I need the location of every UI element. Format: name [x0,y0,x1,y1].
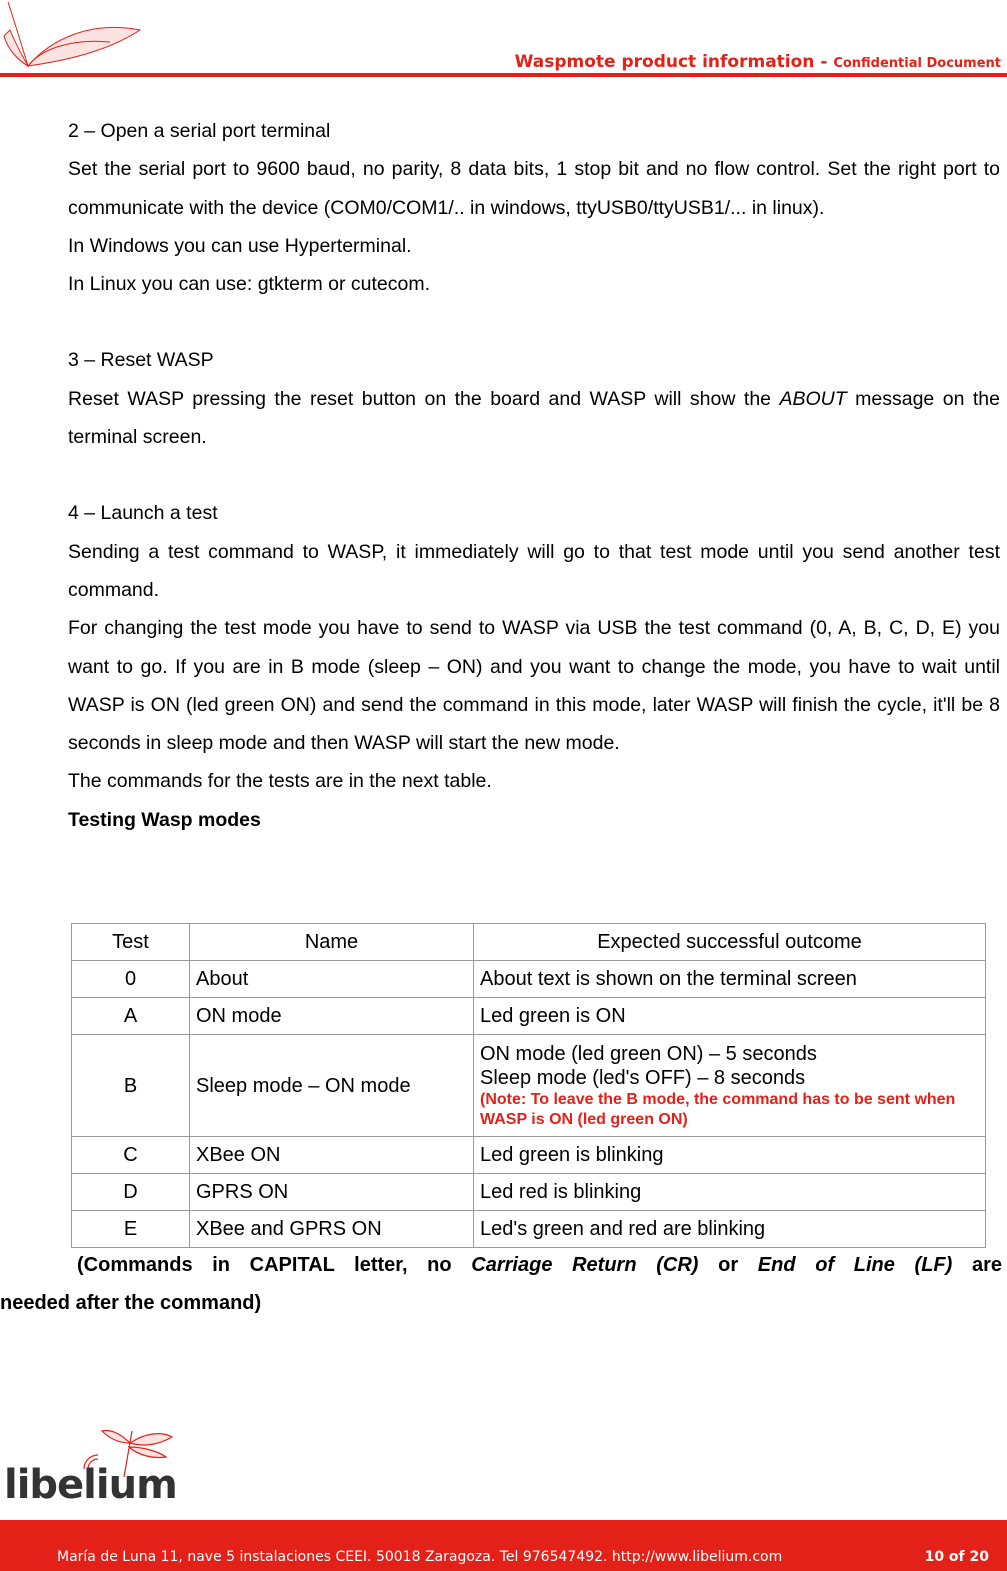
table-row [72,1137,986,1174]
libelium-logo: libelium [4,1462,177,1508]
table-heading: Testing Wasp modes [68,808,261,831]
step2-title: 2 – Open a serial port terminal [68,120,331,142]
test-code: B [72,1035,190,1137]
step4-paragraph-1: Sending a test command to WASP, it immediately will go to that test mode until you send another test command. [68,540,1000,601]
header-divider [0,73,1007,77]
expected-outcome: Led green is ON [474,998,986,1035]
step4-paragraph-2: For changing the test mode you have to send to WASP via USB the test command (0, A, B, C, D, E) you want to go. If you are in B mode (sleep – ON) and you want to change the mode, you have to wait until WASP is ON (led green ON) and send the command in this mode, later WASP will finish the cycle, it'll be 8 seconds in sleep mode and then WASP will start the new mode. [68,617,1000,755]
step2-paragraph: Set the serial port to 9600 baud, no parity, 8 data bits, 1 stop bit and no flow control. Set the right port to communicate with the device (COM0/COM1/.. in windows, ttyUSB0/ttyUSB1/... in linux). [68,158,1000,219]
step3-title: 3 – Reset WASP [68,349,214,372]
table-header-row [72,924,986,961]
mode-name: XBee ON [190,1137,474,1174]
test-code: C [72,1137,190,1174]
document-body [68,112,1000,839]
header-title: Waspmote product information - Confidential Document [514,52,1001,72]
mode-name: GPRS ON [190,1174,474,1211]
mode-name: ON mode [190,998,474,1035]
commands-note-line-1: (Commands in CAPITAL letter, no Carriage Return (CR) or End of Line (LF) are [77,1254,1003,1276]
test-code: D [72,1174,190,1211]
test-code: A [72,998,190,1035]
commands-note-line-2: needed after the command) [0,1292,262,1314]
mode-name: About [190,961,474,998]
test-code: E [72,1211,190,1248]
test-code: 0 [72,961,190,998]
page-number: 10 of 20 [924,1549,989,1565]
dragonfly-logo-icon [0,0,150,80]
column-header-outcome: Expected successful outcome [474,924,986,961]
b-mode-note: (Note: To leave the B mode, the command has to be sent when WASP is ON (led green ON) [480,1090,956,1128]
expected-outcome: Led green is blinking [474,1137,986,1174]
table-row [72,1174,986,1211]
outcome-line-1: ON mode (led green ON) – 5 seconds [480,1042,817,1065]
step2-windows: In Windows you can use Hyperterminal. [68,234,412,257]
table-row [72,998,986,1035]
commands-note [0,1246,1002,1322]
outcome-line-2: Sleep mode (led's OFF) – 8 seconds [480,1066,806,1089]
step2-linux: In Linux you can use: gtkterm or cutecom. [68,273,431,296]
table-row [72,961,986,998]
table-row [72,1035,986,1137]
expected-outcome: Led's green and red are blinking [474,1211,986,1248]
expected-outcome [474,1035,986,1137]
mode-name: Sleep mode – ON mode [190,1035,474,1137]
mode-name: XBee and GPRS ON [190,1211,474,1248]
modes-table [71,923,986,1248]
step4-paragraph-3: The commands for the tests are in the next table. [68,770,492,793]
footer-address: María de Luna 11, nave 5 instalaciones CEEI. 50018 Zaragoza. Tel 976547492. http://www.libelium.com [57,1549,783,1565]
table-row [72,1211,986,1248]
about-emphasis: ABOUT [779,387,847,410]
expected-outcome: Led red is blinking [474,1174,986,1211]
column-header-test: Test [72,924,190,961]
step3-paragraph: Reset WASP pressing the reset button on the board and WASP will show the ABOUT message on the terminal screen. [68,387,1000,449]
column-header-name: Name [190,924,474,961]
step4-title: 4 – Launch a test [68,502,218,525]
expected-outcome: About text is shown on the terminal screen [474,961,986,998]
